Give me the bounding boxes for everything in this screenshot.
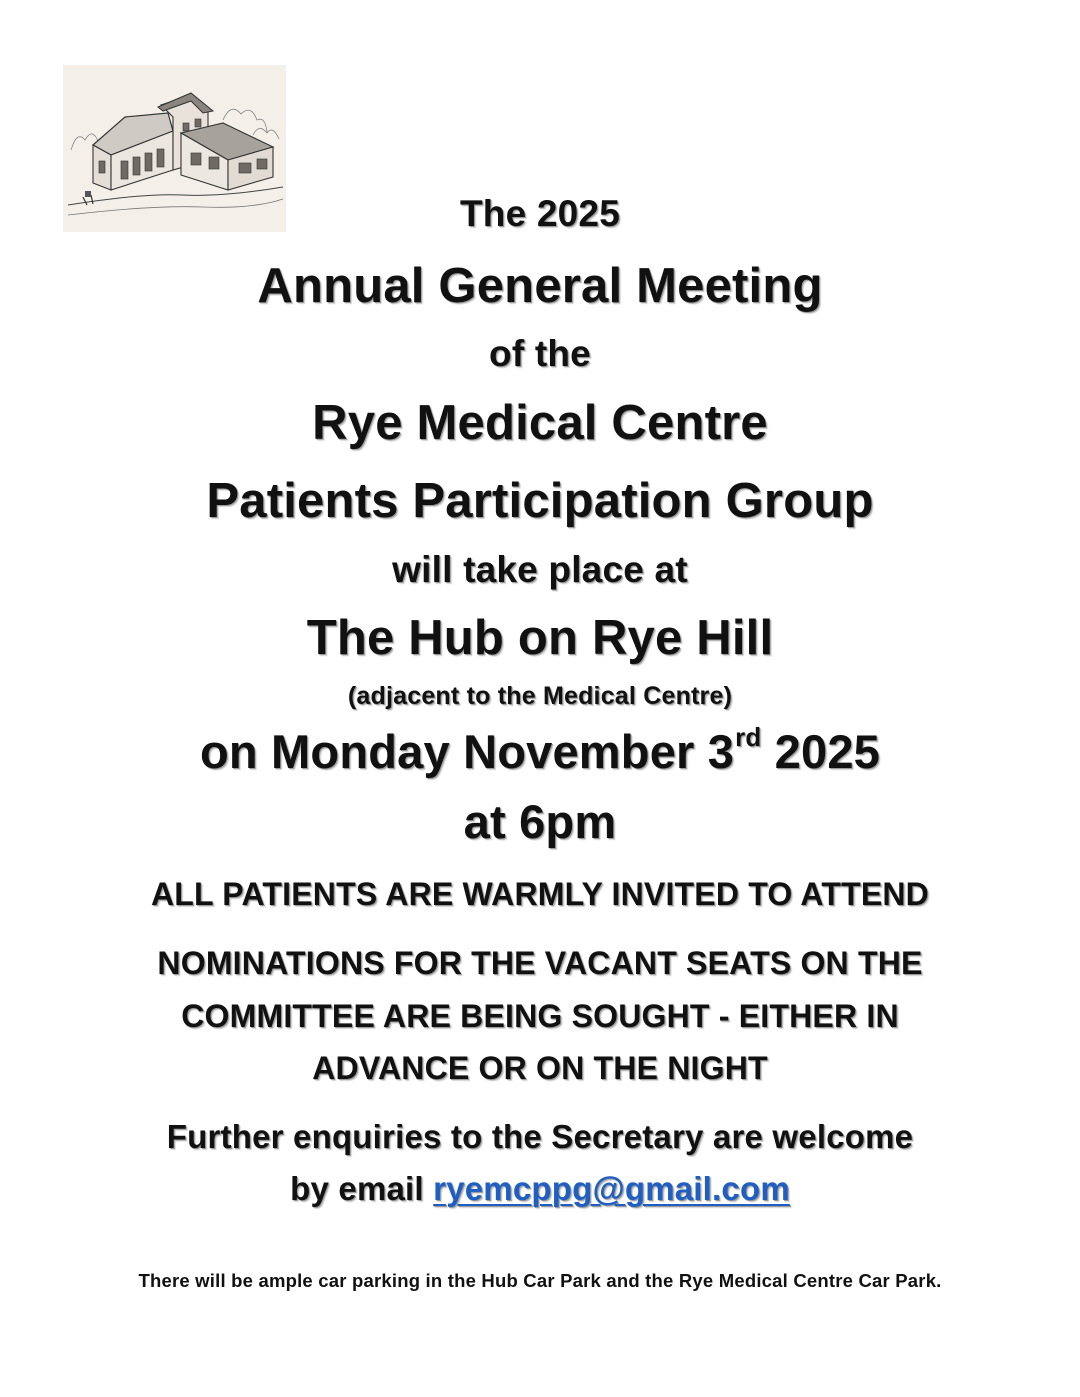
email-line	[0, 1170, 1080, 1208]
year-heading: The 2025	[460, 193, 620, 234]
organisation-name: Rye Medical Centre	[312, 396, 768, 450]
nominations-line-3: ADVANCE OR ON THE NIGHT	[312, 1050, 768, 1086]
invitation-text: ALL PATIENTS ARE WARMLY INVITED TO ATTEND	[150, 876, 929, 912]
date-ordinal: rd	[735, 724, 762, 753]
venue-name: The Hub on Rye Hill	[306, 611, 774, 665]
of-the-text: of the	[489, 333, 591, 374]
event-title: Annual General Meeting	[257, 259, 823, 313]
venue-note: (adjacent to the Medical Centre)	[347, 682, 733, 710]
meeting-date	[0, 724, 1080, 779]
date-year: 2025	[761, 725, 881, 778]
meeting-time: at 6pm	[463, 795, 617, 848]
enquiries-text: Further enquiries to the Secretary are welcome	[166, 1118, 914, 1155]
email-prefix: by email	[290, 1170, 434, 1207]
parking-note: There will be ample car parking in the Hub Car Park and the Rye Medical Centre Car Park.	[138, 1270, 942, 1291]
date-text: on Monday November 3	[199, 725, 735, 778]
nominations-line-1: NOMINATIONS FOR THE VACANT SEATS ON THE	[157, 945, 923, 981]
nominations-line-2: COMMITTEE ARE BEING SOUGHT - EITHER IN	[181, 998, 899, 1034]
venue-intro: will take place at	[392, 549, 688, 590]
group-name: Patients Participation Group	[206, 474, 874, 528]
email-link[interactable]: ryemcppg@gmail.com	[433, 1170, 790, 1207]
